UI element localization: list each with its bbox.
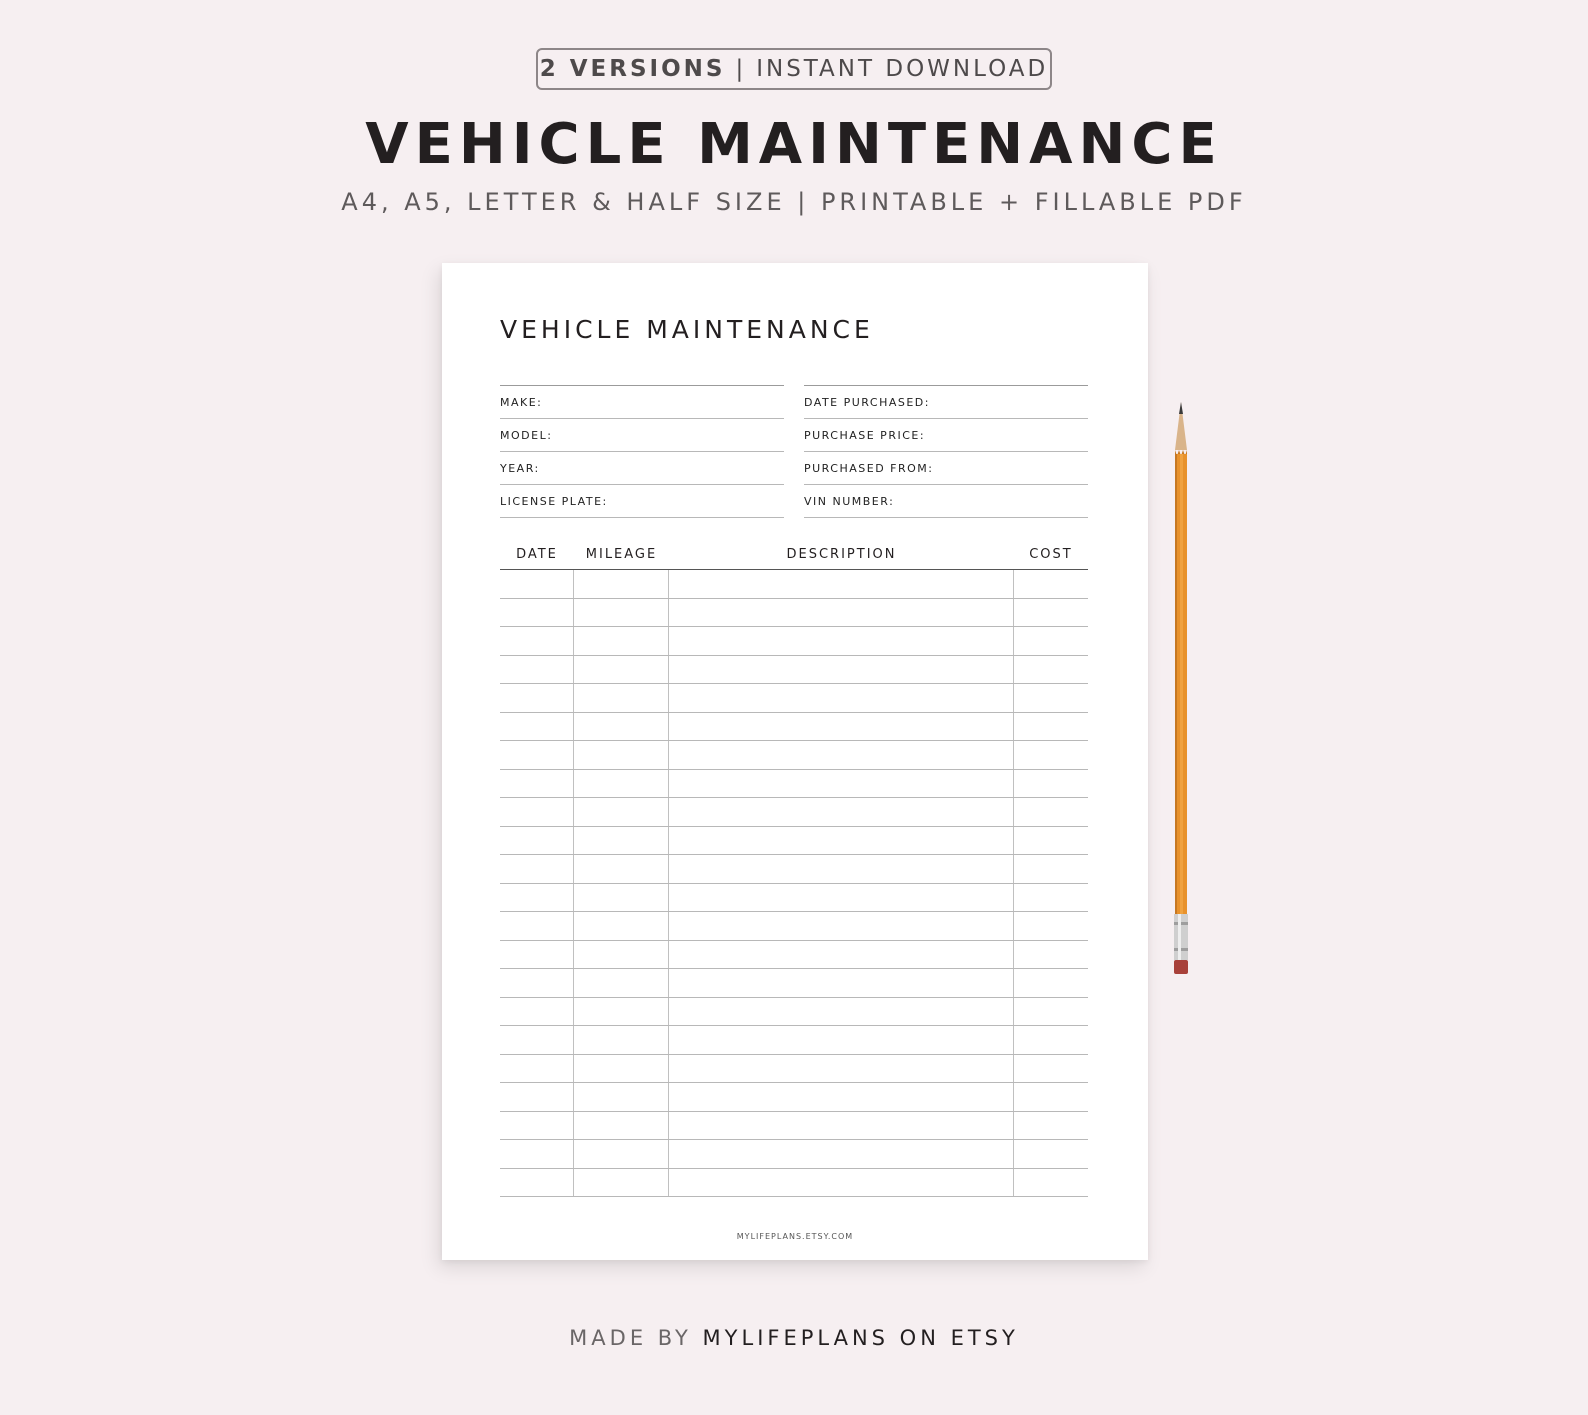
sheet-title: VEHICLE MAINTENANCE [500,315,874,344]
table-cell [500,1055,574,1083]
table-row [500,770,1088,799]
field-year: YEAR: [500,452,784,485]
table-cell [500,770,574,798]
table-cell [574,770,669,798]
header-date: DATE [516,546,558,562]
table-row [500,1140,1088,1169]
table-header [500,539,1088,570]
table-cell [669,941,1014,969]
table-cell [1014,855,1088,883]
table-cell [1014,741,1088,769]
vehicle-info-left [500,385,784,518]
table-cell [574,1083,669,1111]
table-cell [1014,998,1088,1026]
sheet-footer-url: MYLIFEPLANS.ETSY.COM [736,1232,854,1241]
table-cell [500,1083,574,1111]
table-cell [1014,1055,1088,1083]
table-row [500,599,1088,628]
header-mileage: MILEAGE [585,546,658,562]
table-cell [574,884,669,912]
table-cell [669,1055,1014,1083]
table-cell [574,941,669,969]
table-cell [669,827,1014,855]
table-cell [574,912,669,940]
badge-download: INSTANT DOWNLOAD [756,56,1049,82]
pencil-icon [1166,400,1196,990]
table-cell [500,855,574,883]
table-cell [1014,684,1088,712]
table-cell [669,912,1014,940]
table-cell [669,627,1014,655]
table-cell [500,827,574,855]
table-cell [574,1026,669,1054]
table-cell [500,684,574,712]
table-row [500,1083,1088,1112]
table-cell [669,599,1014,627]
table-row [500,570,1088,599]
table-row [500,827,1088,856]
table-cell [1014,798,1088,826]
table-cell [1014,713,1088,741]
table-cell [574,969,669,997]
table-row [500,684,1088,713]
table-cell [500,1140,574,1168]
table-cell [669,884,1014,912]
table-row [500,1112,1088,1141]
field-purchase-price: PURCHASE PRICE: [804,419,1088,452]
table-cell [1014,570,1088,598]
table-row [500,713,1088,742]
table-cell [500,1026,574,1054]
table-row [500,1169,1088,1198]
maintenance-log-table [500,539,1088,1197]
table-row [500,1026,1088,1055]
table-cell [669,770,1014,798]
table-cell [500,713,574,741]
table-cell [1014,884,1088,912]
table-cell [574,855,669,883]
table-cell [1014,599,1088,627]
table-row [500,884,1088,913]
field-date-purchased: DATE PURCHASED: [804,386,1088,419]
table-cell [574,798,669,826]
table-row [500,969,1088,998]
table-cell [500,941,574,969]
table-cell [500,570,574,598]
table-cell [500,798,574,826]
table-row [500,741,1088,770]
table-cell [500,912,574,940]
table-cell [669,1169,1014,1197]
table-cell [574,656,669,684]
table-cell [500,1169,574,1197]
table-cell [1014,1112,1088,1140]
printable-sheet [442,263,1148,1260]
table-cell [574,1055,669,1083]
table-cell [669,1083,1014,1111]
field-purchased-from: PURCHASED FROM: [804,452,1088,485]
table-cell [669,741,1014,769]
table-cell [500,599,574,627]
table-cell [1014,1083,1088,1111]
table-cell [669,855,1014,883]
table-cell [1014,969,1088,997]
credit-line [0,1326,1588,1350]
table-cell [500,656,574,684]
table-cell [669,969,1014,997]
table-cell [669,998,1014,1026]
table-cell [669,1026,1014,1054]
table-cell [574,599,669,627]
table-cell [574,1169,669,1197]
table-row [500,798,1088,827]
table-cell [669,798,1014,826]
table-cell [574,713,669,741]
table-cell [1014,656,1088,684]
badge-versions: 2 VERSIONS [539,56,726,82]
table-cell [574,684,669,712]
credit-name: MYLIFEPLANS ON ETSY [702,1326,1019,1350]
table-cell [574,570,669,598]
table-cell [1014,1140,1088,1168]
table-row [500,998,1088,1027]
versions-badge [536,48,1052,90]
table-row [500,1055,1088,1084]
badge-separator: | [735,56,747,82]
table-cell [1014,912,1088,940]
table-cell [500,1112,574,1140]
table-row [500,855,1088,884]
table-row [500,656,1088,685]
table-row [500,912,1088,941]
table-cell [1014,827,1088,855]
table-cell [500,998,574,1026]
table-cell [500,741,574,769]
table-cell [1014,941,1088,969]
table-cell [1014,770,1088,798]
table-cell [669,1112,1014,1140]
subline: A4, A5, LETTER & HALF SIZE | PRINTABLE + FILLABLE PDF [341,188,1247,216]
table-row [500,941,1088,970]
table-cell [500,969,574,997]
vehicle-info-right [804,385,1088,518]
table-cell [669,713,1014,741]
table-cell [1014,1026,1088,1054]
credit-prefix: MADE BY [569,1326,692,1350]
field-vin-number: VIN NUMBER: [804,485,1088,518]
table-cell [669,656,1014,684]
header-description: DESCRIPTION [786,546,897,562]
table-cell [1014,627,1088,655]
table-cell [669,570,1014,598]
table-cell [574,1140,669,1168]
header-cost: COST [1029,546,1073,562]
field-license-plate: LICENSE PLATE: [500,485,784,518]
table-cell [574,998,669,1026]
table-cell [500,884,574,912]
table-cell [1014,1169,1088,1197]
table-cell [669,684,1014,712]
table-row [500,627,1088,656]
headline: VEHICLE MAINTENANCE [365,112,1223,177]
table-body [500,570,1088,1197]
table-cell [574,1112,669,1140]
table-cell [574,827,669,855]
table-cell [574,627,669,655]
table-cell [669,1140,1014,1168]
field-model: MODEL: [500,419,784,452]
field-make: MAKE: [500,386,784,419]
table-cell [500,627,574,655]
table-cell [574,741,669,769]
